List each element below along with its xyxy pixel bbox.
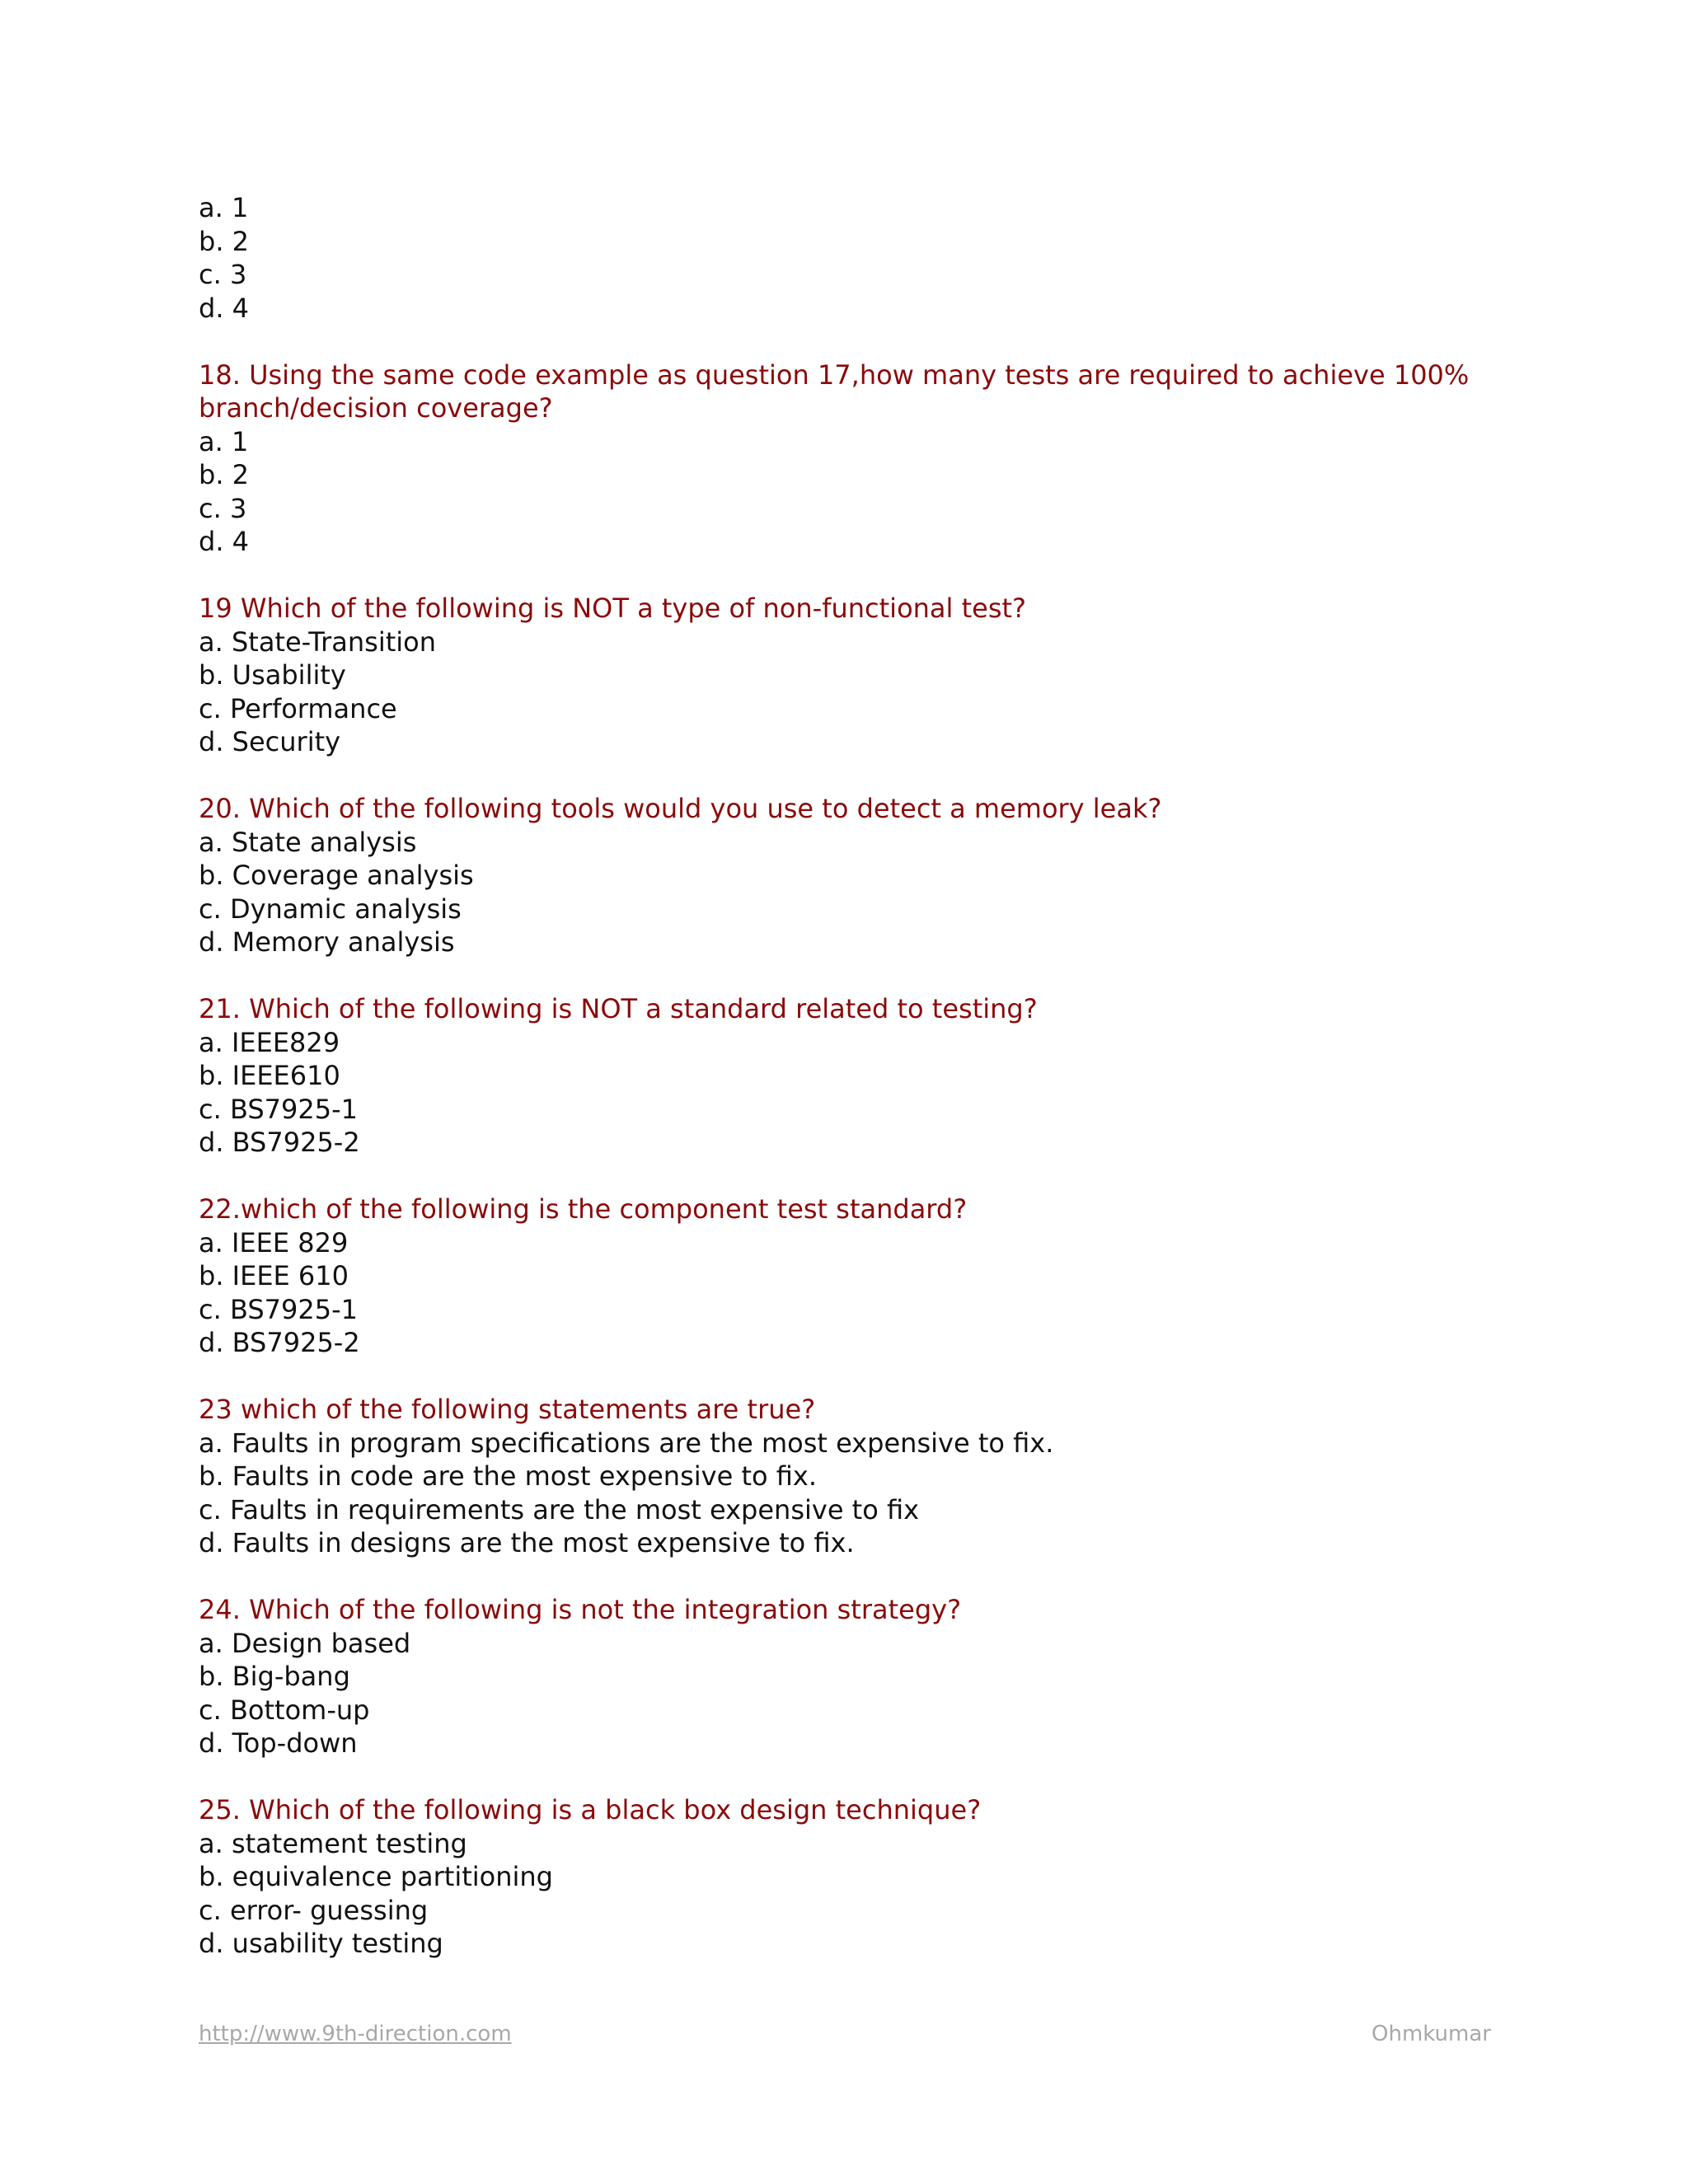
answer-option: a. 1 [199, 425, 249, 457]
question-text: 18. Using the same code example as question 17,how many tests are required to achieve 100% [199, 359, 1470, 391]
answer-option: a. IEEE 829 [199, 1226, 349, 1258]
answer-option: b. 2 [199, 225, 250, 257]
question-block [199, 592, 1517, 759]
question-text: 20. Which of the following tools would you use to detect a memory leak? [199, 793, 1162, 824]
answer-option: c. Dynamic analysis [199, 893, 462, 925]
answer-option: b. equivalence partitioning [199, 1861, 553, 1892]
question-text: branch/decision coverage? [199, 392, 553, 424]
answer-option: c. 3 [199, 492, 247, 524]
answer-option: a. Design based [199, 1627, 411, 1659]
answer-option: b. 2 [199, 459, 250, 490]
question-text: 21. Which of the following is NOT a standard related to testing? [199, 993, 1038, 1024]
answer-option: d. BS7925-2 [199, 1327, 360, 1358]
question-text: 23 which of the following statements are true? [199, 1394, 816, 1425]
answer-option: d. 4 [199, 526, 250, 557]
question-block [199, 1793, 1517, 1961]
answer-option: a. IEEE829 [199, 1026, 340, 1058]
answer-option: c. Performance [199, 692, 397, 724]
question-block [199, 191, 1517, 325]
answer-option: c. BS7925-1 [199, 1093, 358, 1125]
answer-option: d. Security [199, 726, 341, 757]
answer-option: d. Memory analysis [199, 926, 455, 958]
answer-option: a. statement testing [199, 1827, 467, 1859]
answer-option: c. BS7925-1 [199, 1293, 358, 1325]
answer-option: a. 1 [199, 192, 249, 223]
answer-option: c. 3 [199, 259, 247, 290]
answer-option: b. IEEE 610 [199, 1260, 349, 1291]
question-text: 24. Which of the following is not the integration strategy? [199, 1594, 962, 1625]
answer-option: b. Big-bang [199, 1661, 350, 1692]
answer-option: d. Faults in designs are the most expensive to fix. [199, 1527, 855, 1558]
quiz-content [199, 191, 1517, 1994]
answer-option: c. error- guessing [199, 1894, 429, 1926]
question-text: 19 Which of the following is NOT a type of non-functional test? [199, 593, 1027, 624]
answer-option: a. State analysis [199, 826, 417, 858]
answer-option: a. State-Transition [199, 626, 437, 658]
question-text: 22.which of the following is the component test standard? [199, 1193, 968, 1225]
answer-option: d. Top-down [199, 1727, 358, 1759]
answer-option: b. IEEE610 [199, 1060, 340, 1091]
question-block [199, 1193, 1517, 1360]
footer-link[interactable]: http://www.9th-direction.com [199, 2022, 512, 2046]
question-block [199, 792, 1517, 959]
question-block [199, 1593, 1517, 1760]
question-block [199, 1393, 1517, 1560]
footer-author: Ohmkumar [1372, 2022, 1491, 2046]
answer-option: d. BS7925-2 [199, 1127, 360, 1158]
question-block [199, 359, 1517, 559]
question-block [199, 992, 1517, 1160]
question-text: 25. Which of the following is a black box design technique? [199, 1794, 982, 1825]
answer-option: b. Faults in code are the most expensive to fix. [199, 1460, 817, 1492]
answer-option: b. Usability [199, 659, 346, 691]
answer-option: c. Bottom-up [199, 1694, 370, 1726]
answer-option: c. Faults in requirements are the most expensive to fix [199, 1493, 920, 1526]
answer-option: d. 4 [199, 292, 250, 324]
answer-option: d. usability testing [199, 1928, 443, 1959]
answer-option: a. Faults in program specifications are the most expensive to fix. [199, 1427, 1054, 1459]
answer-option: b. Coverage analysis [199, 860, 474, 891]
